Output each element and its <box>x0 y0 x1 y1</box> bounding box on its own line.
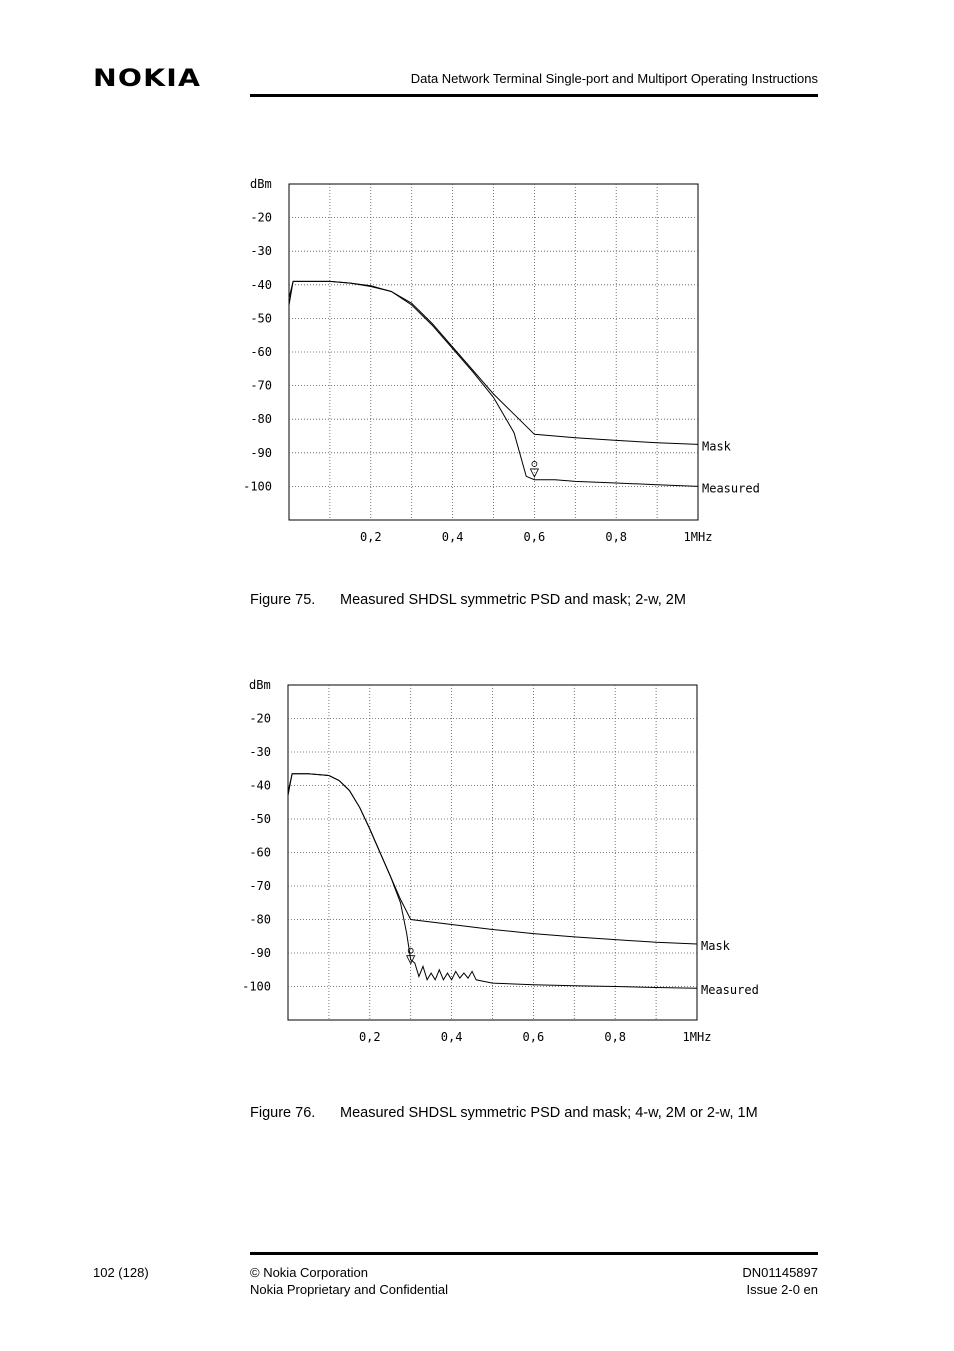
x-tick-label: 1MHz <box>682 1030 712 1044</box>
x-tick-label: 0,4 <box>440 1030 463 1044</box>
figure-76-caption <box>250 1105 758 1121</box>
y-tick-label: -30 <box>249 745 271 759</box>
y-tick-label: -20 <box>250 210 272 225</box>
copyright-text: © Nokia Corporation <box>250 1265 368 1280</box>
y-tick-label: -100 <box>242 979 271 994</box>
footer-left <box>250 1264 448 1298</box>
y-tick-label: -100 <box>243 479 272 494</box>
y-tick-label: -20 <box>249 711 271 726</box>
series-label-measured: Measured <box>701 983 759 998</box>
issue-number: Issue 2-0 en <box>746 1282 818 1297</box>
y-tick-label: -80 <box>250 412 272 427</box>
x-tick-label: 0,4 <box>441 530 464 544</box>
y-tick-label: -40 <box>250 277 272 292</box>
series-label-measured: Measured <box>702 481 760 496</box>
y-tick-label: -50 <box>250 311 272 326</box>
x-tick-label: 0,6 <box>523 530 546 544</box>
y-tick-label: -70 <box>249 879 271 893</box>
series-label-mask: Mask <box>701 938 730 953</box>
figure-75-number: Figure 75. <box>250 592 316 608</box>
x-tick-label: 0,6 <box>522 1030 545 1044</box>
x-tick-label: 0,2 <box>359 530 382 544</box>
y-tick-label: -90 <box>249 946 271 960</box>
footer-right <box>742 1264 818 1298</box>
series-label-mask: Mask <box>702 439 731 454</box>
x-tick-label: 0,8 <box>604 1030 627 1044</box>
document-title: Data Network Terminal Single-port and Multiport Operating Instructions <box>410 71 818 86</box>
page-number: 102 (128) <box>93 1265 149 1280</box>
y-axis-label: dBm <box>250 177 272 191</box>
y-tick-label: -80 <box>249 912 271 927</box>
y-tick-label: -50 <box>249 812 271 826</box>
figure-76-number: Figure 76. <box>250 1105 316 1121</box>
y-tick-label: -40 <box>249 778 271 793</box>
confidential-text: Nokia Proprietary and Confidential <box>250 1282 448 1297</box>
y-tick-label: -30 <box>250 244 272 259</box>
y-tick-label: -70 <box>250 378 272 393</box>
figure-75-caption-text: Measured SHDSL symmetric PSD and mask; 2-w, 2M <box>340 592 686 608</box>
y-tick-label: -90 <box>250 445 272 460</box>
x-tick-label: 0,8 <box>605 530 628 544</box>
document-number: DN01145897 <box>742 1265 818 1280</box>
y-tick-label: -60 <box>249 845 271 860</box>
y-axis-label: dBm <box>249 678 271 692</box>
footer-divider <box>250 1252 818 1255</box>
figure-76-caption-text: Measured SHDSL symmetric PSD and mask; 4-w, 2M or 2-w, 1M <box>340 1105 758 1121</box>
nokia-logo: NOKIA <box>93 64 202 92</box>
x-tick-label: 1MHz <box>683 530 713 544</box>
x-tick-label: 0,2 <box>358 1030 381 1044</box>
y-tick-label: -60 <box>250 345 272 359</box>
